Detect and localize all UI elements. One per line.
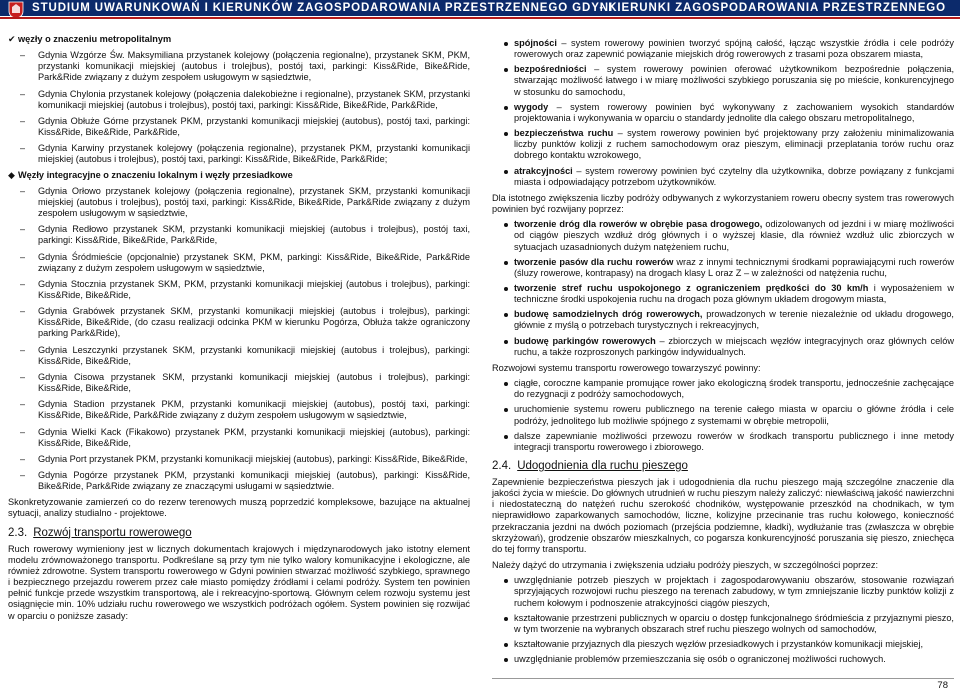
dot-bullet-icon [492, 128, 514, 139]
list-item [20, 306, 470, 339]
dot-bullet-icon [492, 404, 514, 415]
list-item-text [514, 219, 954, 252]
dash-bullet-icon: – [20, 470, 26, 480]
list-item-term: budowę parkingów rowerowych [514, 335, 656, 346]
dash-bullet-icon: – [20, 371, 26, 382]
list-item [20, 454, 470, 465]
list-item-text [514, 336, 954, 358]
dash-bullet-icon: – [20, 224, 26, 235]
list-item [20, 470, 470, 492]
left-column [8, 34, 470, 622]
paragraph: Należy dążyć do utrzymania i zwiększenia udziału podróży pieszych, w szczególności poprzez: [492, 560, 879, 571]
list-item-text [514, 309, 954, 331]
list-item-body: i wyposażeniem w techniczne środki uspokojenia ruchu na drogach poza głównym układem drogowym miasta, [514, 282, 954, 305]
list-item [492, 378, 954, 400]
list-item-term: bezpośredniości [514, 64, 587, 75]
list-item-term: budowę samodzielnych dróg rowerowych, [514, 309, 703, 320]
section-title: Rozwój transportu rowerowego [33, 526, 192, 539]
list-item-text: kształtowanie przestrzeni publicznych w oparciu o dostęp funkcjonalnego śródmieścia z przyjaznymi pieszo, w tym tworzenie na wybranych obszarach stref ruchu pieszego wolnych od samochodów, [514, 612, 954, 634]
dot-bullet-icon [492, 654, 514, 665]
list-item [20, 345, 470, 367]
section-number: 2.4. [492, 460, 512, 472]
list-item-term: tworzenie pasów dla ruchu rowerów [514, 256, 674, 267]
list-item-term: spójności [514, 38, 557, 48]
list-item-text: Gdynia Pogórze przystanek PKM, przystanki komunikacji miejskiej (autobus), parkingi: Kiss&Ride, Bike&Ride, Park&Ride związany ze znaczącymi usługami w sąsiedztwie. [38, 470, 470, 492]
list-item-term: wygody [514, 101, 549, 112]
list-item-text: Gdynia Grabówek przystanek SKM, przystanki komunikacji miejskiej (autobus i trolejbus), parkingi: Kiss&Ride, Bike&Ride, (do czasu realizacji odcinka PKM w kierunku Pogórza, Obłuża także ograniczony parking Park&Ride), [38, 306, 470, 339]
list-item [20, 252, 470, 274]
list-item-text [514, 283, 954, 305]
header-subtitle: - KIERUNKI ZAGOSPODAROWANIA PRZESTRZENNEGO [599, 2, 946, 14]
dot-bullet-icon [492, 378, 514, 389]
paragraph: Dla istotnego zwiększenia liczby podróży odbywanych z wykorzystaniem roweru obecny system tras rowerowych powinien być rozwijany poprzez: [492, 192, 954, 215]
list-item-text: Gdynia Port przystanek PKM, przystanki komunikacji miejskiej (autobus), parkingi: Kiss&Ride, Bike&Ride, [38, 453, 468, 464]
dot-bullet-icon [492, 283, 514, 294]
list-item [492, 219, 954, 252]
list-item-text [514, 257, 954, 279]
list-item-text: Gdynia Chylonia przystanek kolejowy (połączenia dalekobieżne i regionalne), przystanek SKM, przystanki komunikacji miejskiej (autobus i trolejbus), postój taxi, parkingi: Kiss&Ride, Bike&Ride, Park&Ride, [38, 88, 470, 110]
list-item-text: Gdynia Karwiny przystanek kolejowy (połączenia regionalne), przystanek PKM, przystanki komunikacji miejskiej (autobus i trolejbus), postój taxi, parkingi: Kiss&Ride, Bike&Ride, Park&Ride; [38, 143, 470, 165]
dash-bullet-icon: – [20, 453, 26, 464]
dash-bullet-icon: – [20, 278, 26, 289]
list-item-text: uwzględnianie potrzeb pieszych w projektach i zagospodarowywaniu obszarów, stosowanie rozwiązań sprzyjających rozwojowi ruchu pieszego na terenach zabudowy, w tym zmniejszanie liczby punktów kolizji z ruchem kołowym i podnoszenie atrakcyjności ciągów pieszych, [514, 575, 954, 608]
list-item-body: – zbiorczych w miejscach węzłów integracyjnych oraz głównych celów ruchu, a także rozproszonych parkingów indywidualnych. [514, 335, 954, 357]
list-item [492, 64, 954, 97]
list-item-term: bezpieczeństwa ruchu [514, 128, 614, 139]
dot-bullet-icon [492, 309, 514, 320]
bullet-heading: węzły o znaczeniu metropolitalnym [18, 34, 172, 44]
list-item [20, 372, 470, 394]
paragraph: Rozwojowi systemu transportu rowerowego towarzyszyć powinny: [492, 362, 761, 373]
list-item-text: atrakcyjności – system rowerowy powinien być czytelny dla użytkownika, dobrze powiązany z funkcjami miasta i odpowiadający potrzebom użytkowników. [514, 165, 954, 187]
list-item [492, 283, 954, 305]
list-item-text: dalsze zapewnianie możliwości przewozu rowerów w środkach transportu publicznego i inne metody integracji transportu rowerowego i zbiorowego. [514, 430, 954, 452]
list-item-body: system rowerowy powinien być czytelny dla użytkownika, dobrze powiązany z funkcjami miasta i odpowiadający potrzebom użytkowników. [514, 165, 954, 187]
list-item [8, 170, 470, 181]
list-item-body: wraz z innymi technicznymi środkami poprawiającymi ruch rowerów (śluzy rowerowe, kontrapasy) na drogach klasy L oraz Z – w zależności od natężenia ruchu, [514, 256, 955, 278]
local-hubs-list [8, 186, 470, 493]
list-item [492, 404, 954, 426]
list-item-text: Gdynia Wzgórze Św. Maksymiliana przystanek kolejowy (połączenia regionalne), przystanek SKM, PKM, przystanki komunikacji miejskiej (autobus i trolejbus), postój taxi, parkingi: Kiss&Ride, Bike&Ride, Park&Ride związany z dużym zespołem usługowym w sąsiedztwie, [38, 50, 470, 83]
list-item [492, 431, 954, 453]
list-item-term: tworzenie stref ruchu uspokojonego z ograniczeniem prędkości do 30 km/h [514, 282, 869, 293]
dash-bullet-icon: – [20, 306, 26, 317]
development-list [492, 219, 954, 358]
list-item [492, 166, 954, 188]
list-item [20, 224, 470, 246]
list-item [20, 116, 470, 138]
dot-bullet-icon [492, 613, 514, 624]
page-number: 78 [937, 680, 948, 691]
dash-bullet-icon: – [20, 115, 26, 126]
list-item-text: bezpieczeństwa ruchu – system rowerowy powinien być projektowany przy założeniu minimalizowania liczby punktów kolizji z ruchem samochodowym oraz pieszym, eliminacji przeplatania torów ruchu oraz dobrego kontaktu wzrokowego, [514, 128, 955, 161]
dash-bullet-icon: – [20, 88, 26, 99]
list-item-text: Gdynia Orłowo przystanek kolejowy (połączenia regionalne), przystanek SKM, przystanki komunikacji miejskiej (autobus i trolejbus), postój taxi, parkingi: Kiss&Ride, Bike&Ride, Park&Ride związany z dużym zespołem usługowym w sąsiedztwie, [38, 185, 470, 219]
dot-bullet-icon [492, 257, 514, 268]
list-item-text: spójności – system rowerowy powinien tworzyć spójną całość, łącząc wszystkie źródła i cele podróży rowerowych oraz zapewnić powiązanie miejskich dróg rowerowych z trasami poza obszarem miasta, [514, 38, 954, 60]
dash-bullet-icon: – [20, 426, 26, 437]
dot-bullet-icon [492, 336, 514, 347]
list-item [492, 613, 954, 635]
list-item-term: atrakcyjności [514, 165, 573, 176]
right-column [492, 34, 954, 665]
header-title: STUDIUM UWARUNKOWAŃ I KIERUNKÓW ZAGOSPODAROWANIA PRZESTRZENNEGO GDYNI [32, 2, 614, 14]
list-item-text: kształtowanie przyjaznych dla pieszych węzłów przesiadkowych i przystanków komunikacji miejskiej, [514, 639, 924, 650]
list-item [492, 128, 954, 161]
list-item [8, 34, 470, 45]
dash-bullet-icon: – [20, 344, 26, 355]
section-title: Udogodnienia dla ruchu pieszego [517, 460, 688, 472]
section-heading [492, 459, 954, 473]
header-rule [0, 17, 960, 19]
dot-bullet-icon [492, 219, 514, 230]
list-item-text: Gdynia Wielki Kack (Fikakowo) przystanek PKM, przystanki komunikacji miejskiej (autobus), parkingi: Kiss&Ride, Bike&Ride, [38, 426, 470, 448]
check-bullet-icon: ✔ [8, 34, 16, 44]
list-item-text: Gdynia Obłuże Górne przystanek PKM, przystanki komunikacji miejskiej (autobus), postój taxi, parkingi: Kiss&Ride, Bike&Ride, Park&Ride, [38, 115, 470, 138]
dot-bullet-icon [492, 64, 514, 75]
list-item-text: Gdynia Leszczynki przystanek SKM, przystanki komunikacji miejskiej (autobus i trolejbus), parkingi: Kiss&Ride, Bike&Ride, [38, 344, 470, 366]
list-item [20, 89, 470, 111]
list-item [492, 639, 954, 650]
list-item [492, 309, 954, 331]
paragraph: Zapewnienie bezpieczeństwa pieszych jak i udogodnienia dla ruchu pieszego mają szczególne znaczenie dla jakości życia w mieście. Do głównych utrudnień w ruchu pieszym należy zaliczyć: niewłaściwą jakość nawierzchni i niedostateczną do natężeń ruchu szerokość chodników, występowanie przeszkód na chodnikach, w tym nieprawidłowo zaparkowanych samochodów, liczne, kolizyjne przecinanie tras ruchu kołowego, konieczność przekraczania jezdni na dwóch poziomach (przejścia podziemne, kładki), wydłużanie tras (zwłaszcza w obrębie skrzyżowań), grodzenie obszarów mieszkalnych, co pogarsza konkurencyjność poruszania się pieszo, zniechęca do tej formy transportu. [492, 477, 954, 554]
list-item-text: wygody – system rowerowy powinien być wykonywany z zachowaniem wysokich standardów projektowania i wykonywania w oparciu o standardy jednolite dla całego obszaru metropolitalnego, [514, 101, 955, 123]
list-item-body: prowadzonych w terenie niezależnie od układu drogowego, głównie z myślą o potrzebach turystycznych i rekreacyjnych, [514, 309, 954, 331]
list-item [20, 50, 470, 83]
list-item [492, 257, 954, 279]
list-item [492, 575, 954, 608]
dash-bullet-icon: – [20, 50, 26, 61]
list-item-body: system rowerowy powinien tworzyć spójną całość, łącząc wszystkie źródła i cele podróży rowerowych oraz zapewnić powiązanie miejskich dróg rowerowych z trasami poza obszarem miasta, [514, 38, 954, 60]
list-item-body: system rowerowy powinien być projektowany przy założeniu minimalizowania liczby punktów kolizji z ruchem samochodowym oraz pieszym, eliminacji przeplatania torów ruchu oraz dobrego kontaktu wzrokowego, [514, 128, 955, 161]
section-number: 2.3. [8, 526, 28, 539]
dot-bullet-icon [492, 431, 514, 442]
list-item [492, 102, 954, 124]
list-item [20, 427, 470, 449]
section-heading [8, 526, 470, 540]
dash-bullet-icon: – [20, 251, 26, 262]
list-item-text: uwzględnianie problemów przemieszczania się osób o ograniczonej możliwości ruchowych. [514, 654, 886, 665]
paragraph: Ruch rowerowy wymieniony jest w licznych dokumentach krajowych i międzynarodowych jako istotny element modelu zrównoważonego transportu. Podkreślane są przy tym nie tylko walory komunikacyjne i ekologiczne, ale również zdrowotne. System transportu rowerowego w Gdyni powinien stwarzać możliwość szybkiego, sprawnego i bezpiecznego przejazdu rowerem przez całe miasto pomiędzy źródłami i celami podróży. System ten powinien pełnić funkcje przede wszystkim transportową, ale i rekreacyjno-sportową. Głównym celem rozwoju systemu jest osiągnięcie min. 10% udziału ruchu rowerowego we wszystkich podróżach ogółem. System powinien się rozwijać w oparciu o poniższe zasady: [8, 543, 470, 621]
diamond-bullet-icon: ◆ [8, 169, 15, 180]
list-item-text: Gdynia Redłowo przystanek SKM, przystanki komunikacji miejskiej (autobus i trolejbus), postój taxi, parkingi: Kiss&Ride, Bike&Ride, Park&Ride, [38, 224, 470, 246]
page-header [0, 0, 960, 28]
list-item [492, 38, 954, 60]
list-item-body: odizolowanych od jezdni i w miarę możliwości od ciągów pieszych wzdłuż dróg głównych i o wyższej klasie, dla również wzdłuż ulic zbiorczych w sytuacjach uzasadnionych dużym natężeniem ruchu, [514, 219, 954, 252]
list-item [492, 336, 954, 358]
dot-bullet-icon [492, 102, 514, 113]
list-item-text: uruchomienie systemu roweru publicznego na terenie całego miasta w oparciu o główne źródła i cele podróży, jednolitego lub możliwie spójnego z systemami w obrębie metropolii, [514, 404, 954, 426]
footer-rule [492, 678, 954, 679]
list-item-body: system rowerowy powinien oferować użytkownikom bezpośrednie połączenia, stwarzając możliwość łatwego i w miarę możliwości szybkiego poruszania się po mieście, konkurencyjnego w stosunku do samochodu, [514, 64, 954, 97]
list-item [20, 186, 470, 219]
bullet-heading: Węzły integracyjne o znaczeniu lokalnym i węzły przesiadkowe [18, 169, 293, 180]
list-item-term: tworzenie dróg dla rowerów w obrębie pasa drogowego, [514, 219, 763, 230]
list-item-text: Gdynia Śródmieście (opcjonalnie) przystanek SKM, PKM, parkingi: Kiss&Ride, Bike&Ride, Park&Ride związany z dużym zespołem usługowym w sąsiedztwie, [38, 251, 470, 273]
pedestrian-list [492, 575, 954, 665]
accompanying-list [492, 378, 954, 453]
list-item [20, 279, 470, 301]
list-item-body: system rowerowy powinien być wykonywany z zachowaniem wysokich standardów projektowania i wykonywania w oparciu o standardy jednolite dla całego obszaru metropolitalnego, [514, 101, 955, 123]
list-item-text: Gdynia Stadion przystanek PKM, przystanki komunikacji miejskiej (autobus), postój taxi, parkingi: Kiss&Ride, Bike&Ride, Park&Ride związany z dużym zespołem usługowym w sąsiedztwie, [38, 399, 470, 421]
list-item-text: ciągłe, coroczne kampanie promujące rower jako ekologiczną środek transportu, jednocześnie zachęcające do rezygnacji z podróży samochodowych, [514, 378, 954, 400]
dot-bullet-icon [492, 639, 514, 650]
dash-bullet-icon: – [20, 185, 26, 196]
list-item-text: Gdynia Cisowa przystanek SKM, przystanki komunikacji miejskiej (autobus i trolejbus), parkingi: Kiss&Ride, Bike&Ride, [38, 371, 470, 394]
metro-hubs-list [8, 50, 470, 165]
dash-bullet-icon: – [20, 143, 26, 154]
paragraph: Skonkretyzowanie zamierzeń co do rezerw terenowych muszą poprzedzić kompleksowe, bazujące na aktualnej sytuacji, analizy studialno - projektowe. [8, 497, 470, 519]
principles-list [492, 38, 954, 188]
list-item [20, 143, 470, 165]
list-item [492, 654, 954, 665]
dot-bullet-icon [492, 575, 514, 586]
list-item-text: bezpośredniości – system rowerowy powinien oferować użytkownikom bezpośrednie połączenia, stwarzając możliwość łatwego i w miarę możliwości szybkiego poruszania się po mieście, konkurencyjnego w stosunku do samochodu, [514, 64, 954, 97]
dot-bullet-icon [492, 166, 514, 177]
dash-bullet-icon: – [20, 399, 26, 410]
list-item-text: Gdynia Stocznia przystanek SKM, PKM, przystanki komunikacji miejskiej (autobus i trolejbus), parkingi: Kiss&Ride, Bike&Ride, [38, 278, 470, 300]
list-item [20, 399, 470, 421]
dot-bullet-icon [492, 38, 514, 49]
